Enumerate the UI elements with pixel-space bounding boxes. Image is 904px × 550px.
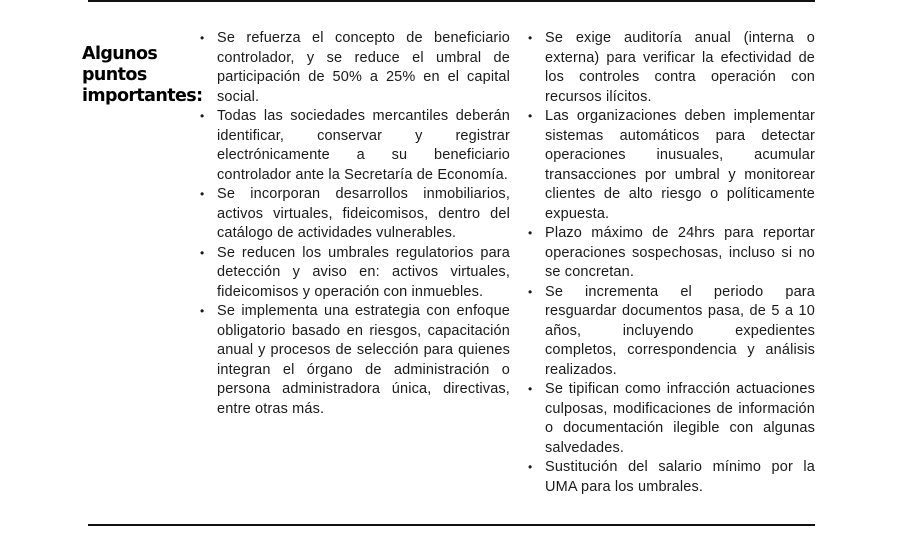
list-item xyxy=(198,29,510,107)
bullet-icon: • xyxy=(528,382,533,396)
top-divider xyxy=(88,0,815,2)
left-bullet-list xyxy=(198,29,510,419)
list-item-text: Se refuerza el concepto de beneficiario controlador, y se reduce el umbral de participación de 50% a 25% en el capital social. xyxy=(217,30,510,105)
bullet-icon: • xyxy=(528,31,533,45)
list-item xyxy=(198,244,510,303)
list-item-text: Las organizaciones deben implementar sistemas automáticos para detectar operaciones inusuales, acumular transacciones por umbral y monitorear clientes de alto riesgo o políticamente expuesta. xyxy=(545,108,815,222)
list-item xyxy=(526,29,815,107)
list-item xyxy=(198,302,510,419)
bullet-icon: • xyxy=(200,187,205,201)
bullet-icon: • xyxy=(528,284,533,299)
list-item xyxy=(198,107,510,185)
bullet-icon: • xyxy=(528,460,533,474)
bullet-icon: • xyxy=(528,226,533,240)
list-item-text: Todas las sociedades mercantiles deberán identificar, conservar y registrar electrónicamente a su beneficiario controlador ante la Secretaría de Economía. xyxy=(217,108,510,183)
bullet-icon: • xyxy=(528,109,533,123)
list-item-text: Se exige auditoría anual (interna o externa) para verificar la efectividad de los controles contra operación con recursos ilícitos. xyxy=(545,30,815,105)
list-item-text: Plazo máximo de 24hrs para reportar operaciones sospechosas, incluso si no se concretan. xyxy=(545,225,815,280)
list-item-text: Se reducen los umbrales regulatorios para detección y aviso en: activos virtuales, fideicomisos y operación con inmuebles. xyxy=(217,244,510,300)
list-item xyxy=(526,107,815,224)
section-heading xyxy=(82,44,202,107)
list-item xyxy=(526,380,815,458)
bullet-icon: • xyxy=(200,304,205,318)
bullet-icon: • xyxy=(200,31,205,45)
list-item xyxy=(526,458,815,497)
list-item-text: Sustitución del salario mínimo por la UMA para los umbrales. xyxy=(545,459,815,495)
heading-line: puntos xyxy=(82,65,147,85)
list-item-text: Se implementa una estrategia con enfoque obligatorio basado en riesgos, capacitación anual y procesos de selección para quienes integran el órgano de administración o persona administradora única, directivas, entre otras más. xyxy=(217,303,510,417)
heading-line: importantes: xyxy=(82,86,203,106)
list-item-text: Se tipifican como infracción actuaciones culposas, modificaciones de información o documentación ilegible con algunas salvedades. xyxy=(545,381,815,456)
list-item xyxy=(526,224,815,283)
bottom-divider xyxy=(88,524,815,526)
heading-line: Algunos xyxy=(82,44,158,64)
list-item-text: Se incrementa el periodo para resguardar documentos pasa, de 5 a 10 años, incluyendo expedientes completos, correspondencia y análisis realizados. xyxy=(545,283,815,378)
list-item xyxy=(526,283,815,381)
list-item-text: Se incorporan desarrollos inmobiliarios, activos virtuales, fideicomisos, dentro del catálogo de actividades vulnerables. xyxy=(217,186,510,241)
bullet-icon: • xyxy=(200,109,205,123)
bullet-icon: • xyxy=(200,245,205,260)
right-bullet-list xyxy=(526,29,815,497)
list-item xyxy=(198,185,510,244)
